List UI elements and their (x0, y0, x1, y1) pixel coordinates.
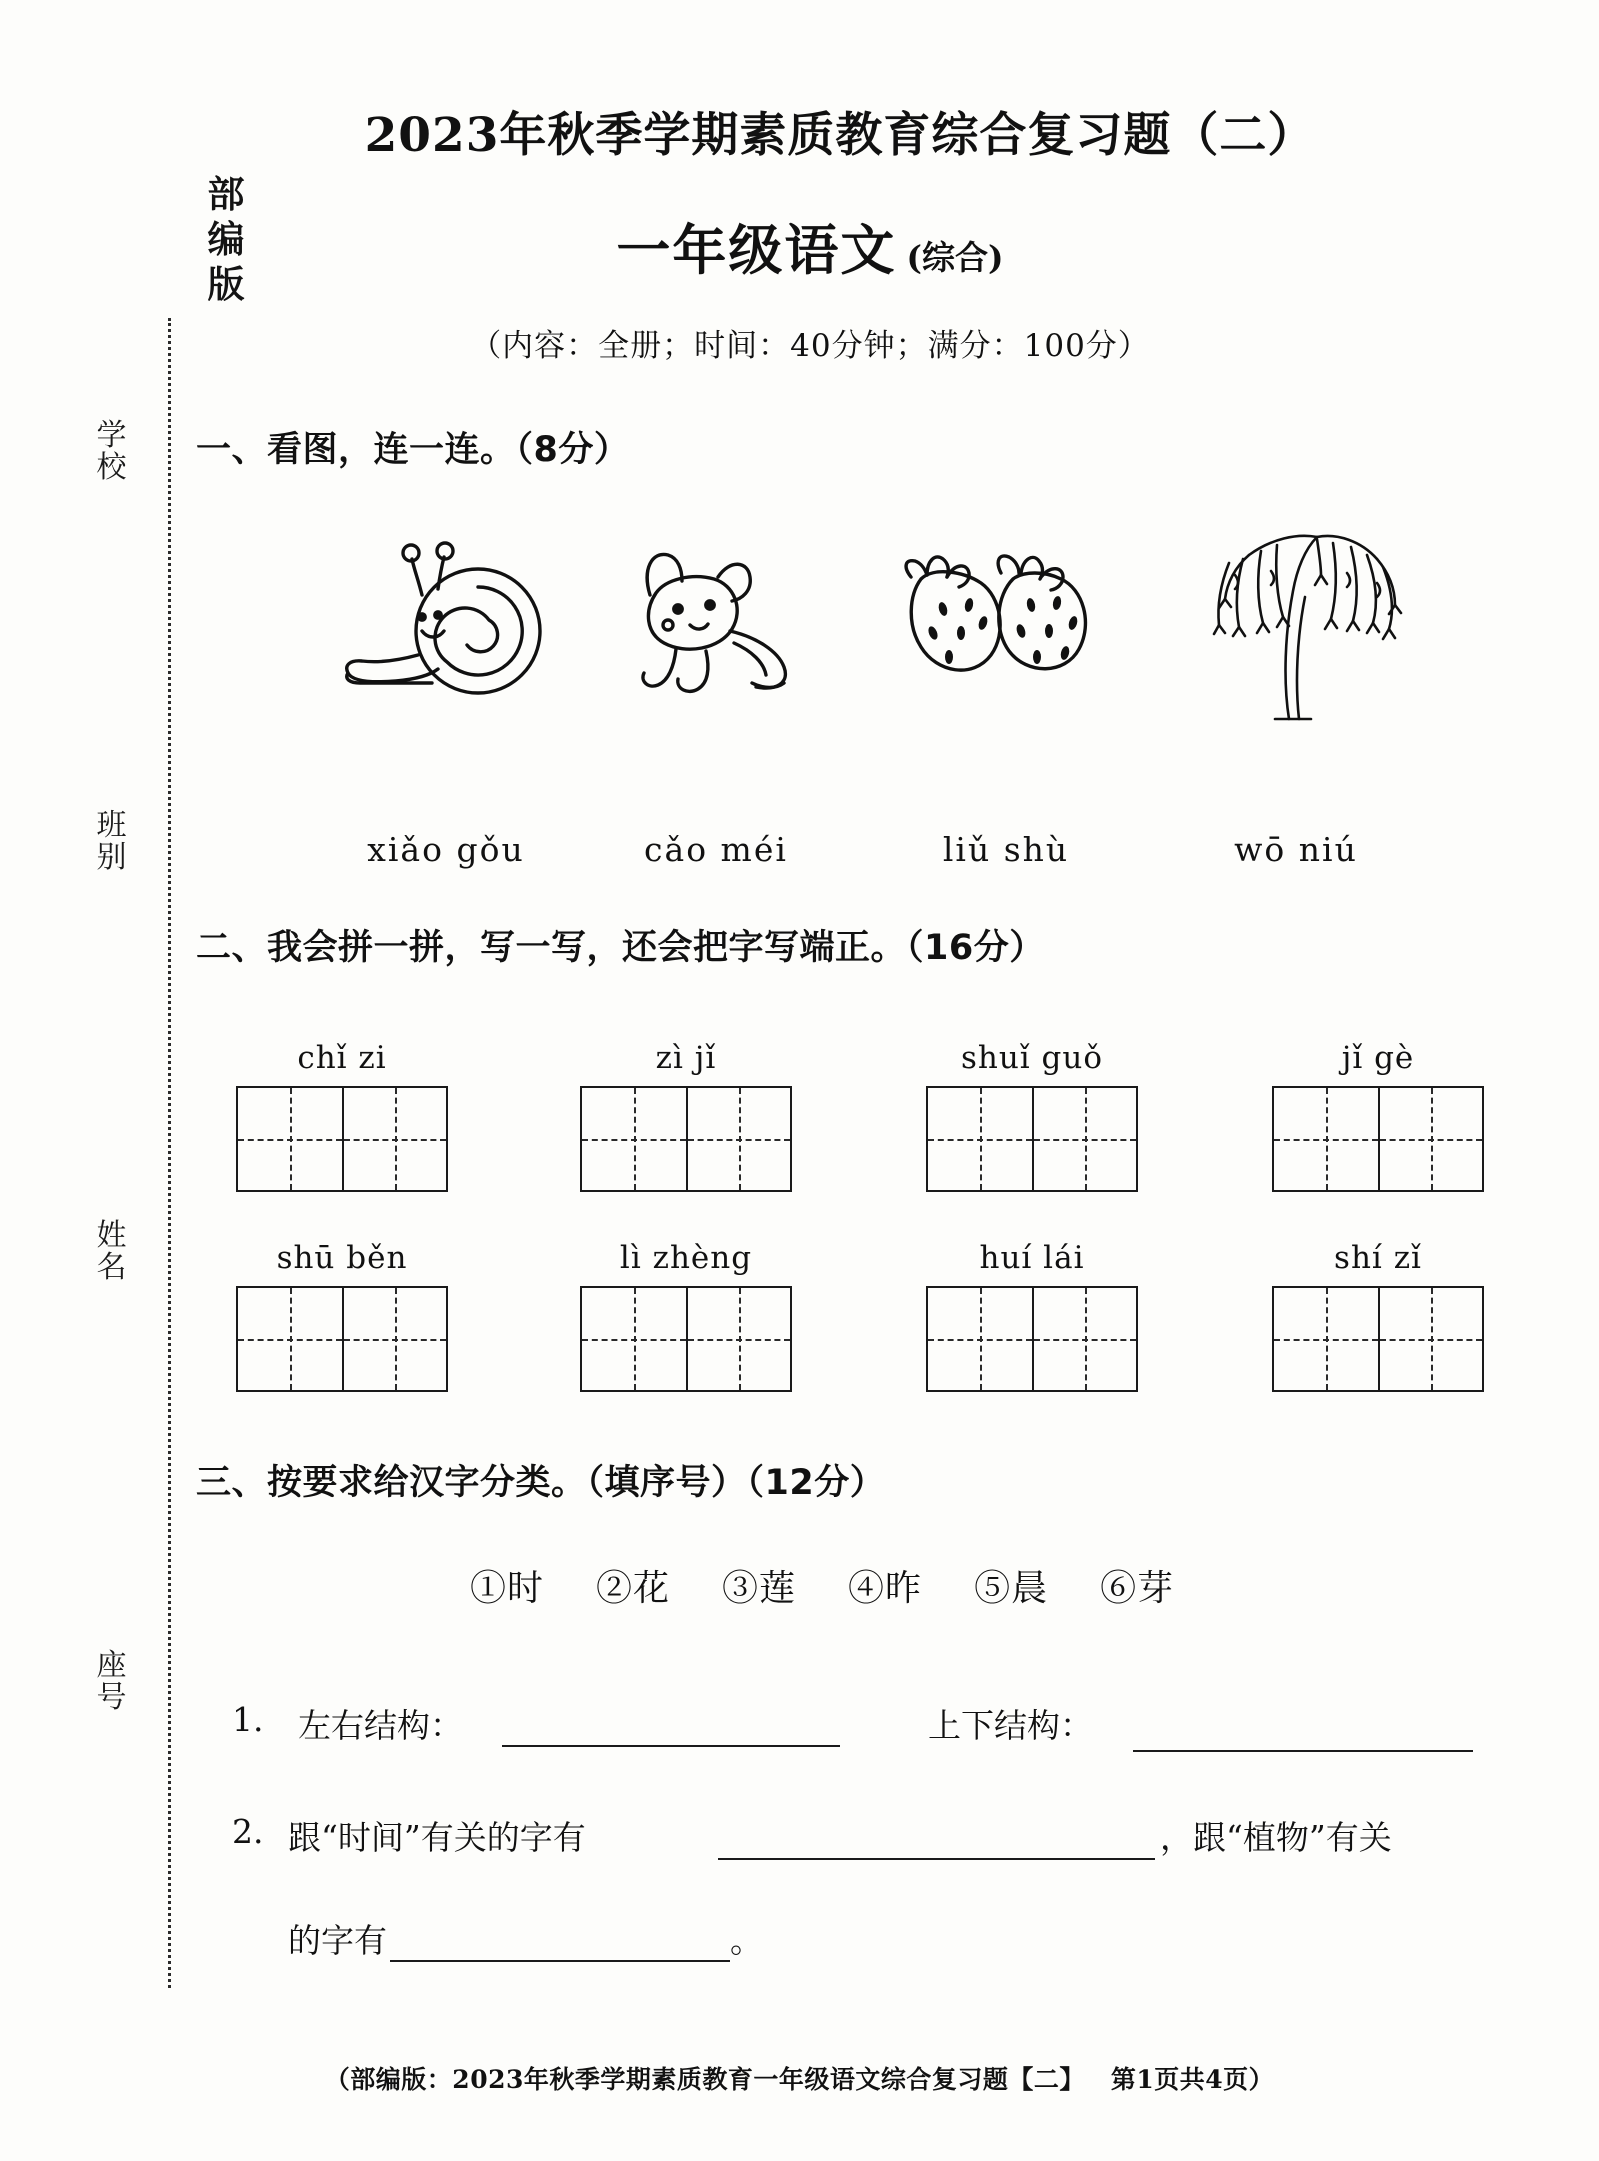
section-heading-two: 二、我会拼一拼，写一写，还会把字写端正。（16分） (196, 928, 1045, 968)
writing-grid-block-6[interactable] (580, 1240, 792, 1392)
question3-item2-text-b: ，跟“植物”有关 (1160, 1818, 1392, 1857)
tianzige-grid-2[interactable] (580, 1086, 792, 1192)
seal-label-seat-number (72, 1650, 152, 1715)
character-option-6: ⑥芽 (1100, 1568, 1175, 1609)
writing-grid-pinyin-6: lì zhèng (619, 1240, 753, 1276)
subject-suffix: (综合) (906, 238, 1004, 277)
writing-grid-pinyin-3: shuǐ guǒ (960, 1040, 1104, 1076)
seal-label-school-char-1: 学 (96, 418, 128, 453)
question3-top-bottom-label: 上下结构： (928, 1706, 1093, 1745)
section-heading-three: 三、按要求给汉字分类。（填序号）（12分） (196, 1463, 886, 1503)
exam-info: （内容：全册；时间：40分钟；满分：100分） (470, 328, 1150, 364)
edition-mark (198, 172, 254, 307)
writing-grid-block-5[interactable] (236, 1240, 448, 1392)
tianzige-cell[interactable] (238, 1088, 342, 1190)
writing-grid-block-1[interactable] (236, 1040, 448, 1192)
character-option-2: ②花 (596, 1568, 671, 1609)
tianzige-cell[interactable] (686, 1288, 790, 1390)
picture-row (196, 478, 1496, 778)
seal-label-school (72, 420, 152, 485)
pinyin-label-1: xiǎo gǒu (367, 830, 525, 869)
subject-name: 一年级语文 (616, 218, 897, 282)
edition-mark-char-1: 部 (207, 172, 245, 216)
tianzige-cell[interactable] (1274, 1288, 1378, 1390)
willow-tree-icon (1146, 478, 1446, 768)
seal-label-seat-number-char-1: 座 (96, 1648, 128, 1683)
picture-pinyin-row (196, 830, 1516, 890)
character-option-5: ⑤晨 (974, 1568, 1049, 1609)
tianzige-cell[interactable] (238, 1288, 342, 1390)
edition-mark-char-2: 编 (207, 217, 245, 262)
writing-grid-pinyin-7: huí lái (979, 1240, 1085, 1276)
tianzige-cell[interactable] (342, 1288, 446, 1390)
question3-item2-text-a: 跟“时间”有关的字有 (288, 1818, 586, 1857)
tianzige-cell[interactable] (1378, 1288, 1482, 1390)
answer-blank-left-right[interactable] (502, 1745, 840, 1747)
pinyin-label-3: liǔ shù (942, 830, 1070, 869)
footer-page-number: 第1页共4页） (1110, 2065, 1275, 2094)
seal-label-student-name-char-1: 姓 (96, 1218, 128, 1253)
subject-title (250, 208, 1370, 285)
tianzige-cell[interactable] (928, 1088, 1032, 1190)
answer-blank-top-bottom[interactable] (1133, 1750, 1473, 1752)
pinyin-label-4: wō niú (1234, 830, 1358, 869)
question3-left-right-label: 左右结构： (298, 1706, 463, 1745)
tianzige-grid-8[interactable] (1272, 1286, 1484, 1392)
tianzige-cell[interactable] (686, 1088, 790, 1190)
seal-label-class-char-1: 班 (96, 808, 128, 843)
question3-item2-text-d: 。 (730, 1921, 763, 1960)
strawberry-icon (856, 478, 1156, 768)
tianzige-cell[interactable] (1274, 1088, 1378, 1190)
tianzige-grid-3[interactable] (926, 1086, 1138, 1192)
writing-grid-block-8[interactable] (1272, 1240, 1484, 1392)
writing-grid-block-3[interactable] (926, 1040, 1138, 1192)
question3-item2-number: 2. (232, 1812, 264, 1851)
character-options-row (470, 1560, 1430, 1611)
page-footer (0, 2060, 1599, 2096)
tianzige-cell[interactable] (582, 1288, 686, 1390)
writing-grid-block-2[interactable] (580, 1040, 792, 1192)
section-heading-one: 一、看图，连一连。（8分） (196, 430, 630, 470)
seal-label-school-char-2: 校 (96, 450, 128, 486)
question3-item1-number: 1. (232, 1700, 264, 1739)
writing-grid-pinyin-5: shū běn (276, 1240, 408, 1276)
tianzige-cell[interactable] (1378, 1088, 1482, 1190)
footer-note: （部编版：2023年秋季学期素质教育一年级语文综合复习题【二】 (324, 2065, 1085, 2094)
puppy-icon (566, 478, 866, 768)
page-title: 2023年秋季学期素质教育综合复习题（二） (364, 108, 1316, 163)
writing-grid-pinyin-8: shí zǐ (1334, 1240, 1422, 1276)
tianzige-grid-5[interactable] (236, 1286, 448, 1392)
seal-label-class-char-2: 别 (96, 840, 128, 876)
tianzige-cell[interactable] (582, 1088, 686, 1190)
writing-grid-block-4[interactable] (1272, 1040, 1484, 1192)
writing-grid-pinyin-4: jǐ gè (1341, 1040, 1415, 1076)
writing-grid-pinyin-2: zì jǐ (655, 1040, 717, 1076)
tianzige-cell[interactable] (1032, 1088, 1136, 1190)
character-option-3: ③莲 (722, 1568, 797, 1609)
edition-mark-char-3: 版 (207, 262, 245, 307)
pinyin-label-2: cǎo méi (644, 830, 788, 869)
character-option-4: ④昨 (848, 1568, 923, 1609)
seal-label-student-name-char-2: 名 (96, 1250, 128, 1286)
tianzige-cell[interactable] (342, 1088, 446, 1190)
seal-label-seat-number-char-2: 号 (96, 1680, 128, 1716)
tianzige-grid-4[interactable] (1272, 1086, 1484, 1192)
snail-icon (296, 478, 596, 768)
seal-label-group (72, 420, 152, 1960)
tianzige-cell[interactable] (928, 1288, 1032, 1390)
question3-item2-text-c: 的字有 (288, 1921, 387, 1960)
seal-label-class (72, 810, 152, 875)
writing-grid-block-7[interactable] (926, 1240, 1138, 1392)
writing-grid-pinyin-1: chǐ zi (297, 1040, 387, 1076)
tianzige-grid-6[interactable] (580, 1286, 792, 1392)
seal-label-student-name (72, 1220, 152, 1285)
answer-blank-time-related[interactable] (718, 1858, 1155, 1860)
tianzige-cell[interactable] (1032, 1288, 1136, 1390)
tianzige-grid-7[interactable] (926, 1286, 1138, 1392)
character-option-1: ①时 (470, 1568, 545, 1609)
seal-dashed-line (168, 318, 171, 1988)
tianzige-grid-1[interactable] (236, 1086, 448, 1192)
answer-blank-plant-related[interactable] (390, 1960, 730, 1962)
